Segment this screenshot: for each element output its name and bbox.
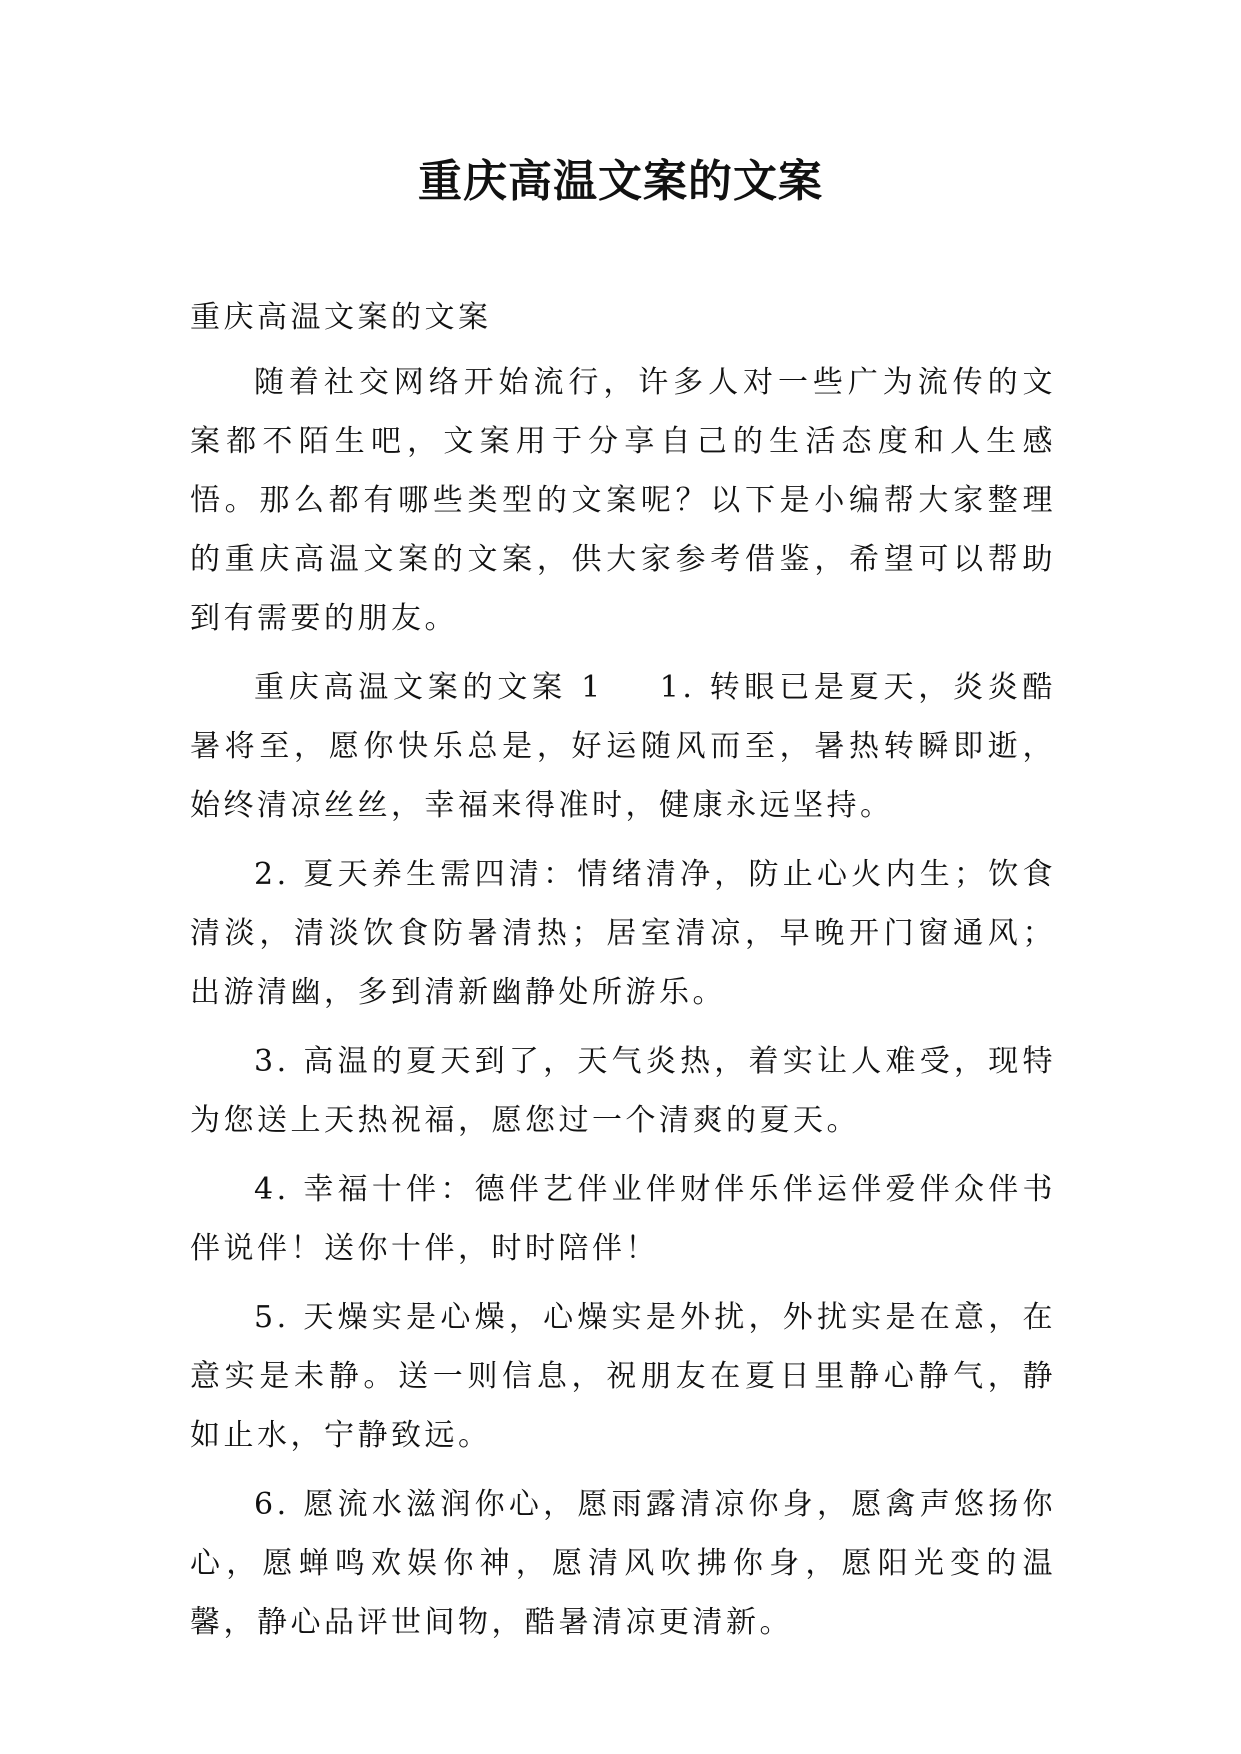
item-5: 5. 天燥实是心燥，心燥实是外扰，外扰实是在意，在意实是未静。送一则信息，祝朋友在夏日里静心静气，静如止水，宁静致远。	[190, 1300, 1056, 1453]
item-4: 4. 幸福十伴：德伴艺伴业伴财伴乐伴运伴爱伴众伴书伴说伴！送你十伴，时时陪伴！	[190, 1172, 1056, 1266]
intro-paragraph: 随着社交网络开始流行，许多人对一些广为流传的文案都不陌生吧，文案用于分享自己的生活态度和人生感悟。那么都有哪些类型的文案呢？以下是小编帮大家整理的重庆高温文案的文案，供大家参考借鉴，希望可以帮助到有需要的朋友。	[190, 365, 1056, 636]
item-2: 2. 夏天养生需四清：情绪清净，防止心火内生；饮食清淡，清淡饮食防暑清热；居室清凉，早晚开门窗通风；出游清幽，多到清新幽静处所游乐。	[190, 857, 1056, 1010]
section-1-paragraph	[190, 658, 1056, 835]
document-subtitle: 重庆高温文案的文案	[190, 300, 492, 335]
item-3: 3. 高温的夏天到了，天气炎热，着实让人难受，现特为您送上天热祝福，愿您过一个清爽的夏天。	[190, 1044, 1056, 1138]
section-heading: 重庆高温文案的文案 1	[254, 670, 604, 705]
item-1: 1. 转眼已是夏天，炎炎酷暑将至，愿你快乐总是，好运随风而至，暑热转瞬即逝，始终清凉丝丝，幸福来得准时，健康永远坚持。	[190, 670, 1056, 823]
item-6: 6. 愿流水滋润你心，愿雨露清凉你身，愿禽声悠扬你心，愿蝉鸣欢娱你神，愿清风吹拂你身，愿阳光变的温馨，静心品评世间物，酷暑清凉更清新。	[190, 1487, 1056, 1640]
document-body	[190, 288, 1056, 1662]
document-title: 重庆高温文案的文案	[418, 156, 823, 207]
